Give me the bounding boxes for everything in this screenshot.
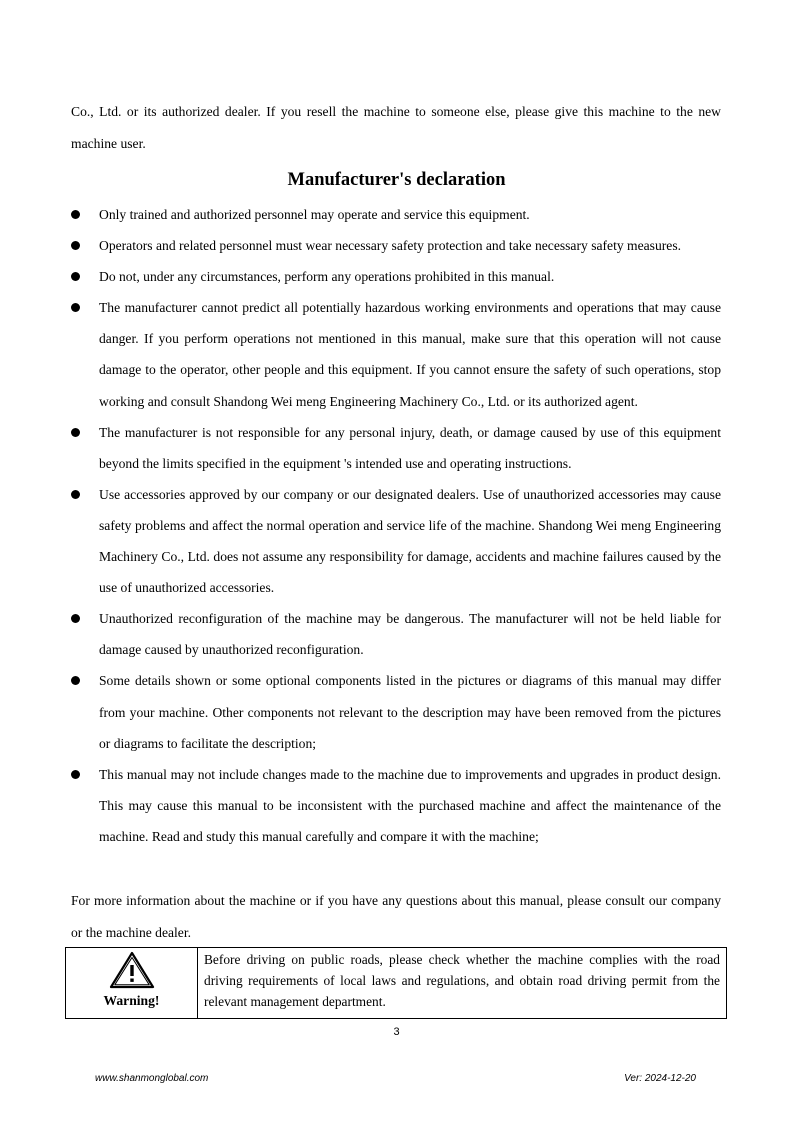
list-item: Use accessories approved by our company or our designated dealers. Use of unauthorized accessories may cause safety problems and affect the normal operation and service life of the machine. Shandong Wei meng Engineering Machinery Co., Ltd. does not assume any responsibility for damage, accidents and machine failures caused by the use of unauthorized accessories. bbox=[71, 479, 721, 603]
footer-website: www.shanmonglobal.com bbox=[95, 1073, 209, 1084]
bullet-dot-icon bbox=[71, 241, 80, 250]
declaration-list bbox=[71, 199, 721, 852]
warning-label: Warning! bbox=[103, 993, 160, 1008]
bullet-dot-icon bbox=[71, 303, 80, 312]
list-item: Some details shown or some optional components listed in the pictures or diagrams of this manual may differ from your machine. Other components not relevant to the description may have been removed from the pictures or diagrams to facilitate the description; bbox=[71, 665, 721, 758]
list-item: Unauthorized reconfiguration of the machine may be dangerous. The manufacturer will not be held liable for damage caused by unauthorized reconfiguration. bbox=[71, 603, 721, 665]
footer-version: Ver: 2024-12-20 bbox=[624, 1073, 696, 1084]
list-item: Operators and related personnel must wear necessary safety protection and take necessary safety measures. bbox=[71, 230, 721, 261]
section-heading: Manufacturer's declaration bbox=[287, 170, 506, 190]
list-item: The manufacturer cannot predict all potentially hazardous working environments and operations that may cause danger. If you perform operations not mentioned in this manual, make sure that this operation will not cause damage to the operator, other people and this equipment. If you cannot ensure the safety of such operations, stop working and consult Shandong Wei meng Engineering Machinery Co., Ltd. or its authorized agent. bbox=[71, 292, 721, 416]
bullet-dot-icon bbox=[71, 490, 80, 499]
bullet-dot-icon bbox=[71, 210, 80, 219]
warning-box bbox=[65, 947, 727, 1019]
list-item: This manual may not include changes made to the machine due to improvements and upgrades in product design. This may cause this manual to be inconsistent with the purchased machine and affect the maintenance of the machine. Read and study this manual carefully and compare it with the machine; bbox=[71, 759, 721, 852]
page-number: 3 bbox=[393, 1026, 400, 1038]
warning-text: Before driving on public roads, please check whether the machine complies with the road driving requirements of local laws and regulations, and obtain road driving permit from the relevant management department. bbox=[204, 952, 720, 1009]
bullet-dot-icon bbox=[71, 770, 80, 779]
warning-triangle-icon bbox=[108, 950, 156, 990]
list-item: The manufacturer is not responsible for any personal injury, death, or damage caused by use of this equipment beyond the limits specified in the equipment 's intended use and operating instructions. bbox=[71, 417, 721, 479]
bullet-dot-icon bbox=[71, 676, 80, 685]
outro-paragraph: For more information about the machine or if you have any questions about this manual, please consult our company or the machine dealer. bbox=[71, 893, 721, 940]
warning-label-cell bbox=[66, 948, 198, 1018]
bullet-dot-icon bbox=[71, 428, 80, 437]
list-item: Only trained and authorized personnel may operate and service this equipment. bbox=[71, 199, 721, 230]
bullet-dot-icon bbox=[71, 614, 80, 623]
intro-paragraph: Co., Ltd. or its authorized dealer. If you resell the machine to someone else, please give this machine to the new machine user. bbox=[71, 104, 721, 151]
list-item: Do not, under any circumstances, perform any operations prohibited in this manual. bbox=[71, 261, 721, 292]
bullet-dot-icon bbox=[71, 272, 80, 281]
